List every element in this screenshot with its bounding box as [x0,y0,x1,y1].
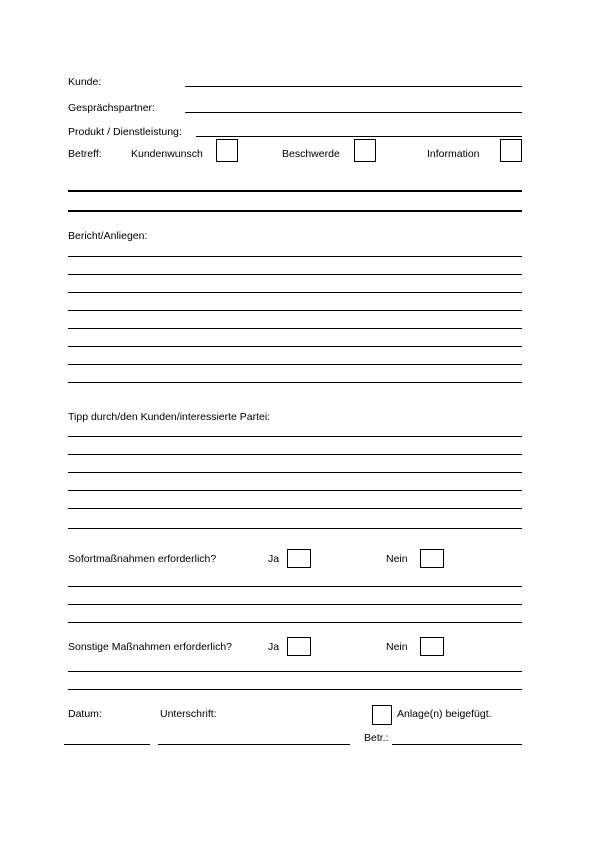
field-line-gespraechspartner[interactable] [185,112,522,113]
writing-line[interactable] [68,382,522,383]
question-label-sonstige-massnahmen: Sonstige Maßnahmen erforderlich? [68,641,233,653]
subject-option-label-kundenwunsch: Kundenwunsch [131,148,203,160]
writing-line[interactable] [68,274,522,275]
writing-line[interactable] [68,472,522,473]
writing-line[interactable] [68,604,522,605]
writing-line[interactable] [68,256,522,257]
question-no-checkbox-sofortmassnahmen[interactable] [420,549,444,568]
field-label-gespraechspartner: Gesprächspartner: [68,102,155,114]
subject-checkbox-information[interactable] [500,139,522,162]
writing-line[interactable] [68,490,522,491]
writing-line[interactable] [68,310,522,311]
writing-line[interactable] [68,622,522,623]
question-yes-label-sonstige-massnahmen: Ja [268,641,280,653]
question-no-label-sofortmassnahmen: Nein [386,553,408,565]
footer-date-line[interactable] [64,744,150,745]
footer-signature-label: Unterschrift: [160,708,217,720]
writing-line[interactable] [68,586,522,587]
field-line-kunde[interactable] [185,86,522,87]
subject-checkbox-kundenwunsch[interactable] [216,139,238,162]
writing-line[interactable] [68,454,522,455]
question-no-label-sonstige-massnahmen: Nein [386,641,408,653]
footer-signature-line[interactable] [158,744,350,745]
subject-checkbox-beschwerde[interactable] [354,139,376,162]
writing-line[interactable] [68,292,522,293]
subject-option-label-beschwerde: Beschwerde [282,148,340,160]
subject-label: Betreff: [68,148,102,160]
section-title-tipp: Tipp durch/den Kunden/interessierte Partei: [68,411,271,423]
attachment-checkbox[interactable] [372,705,392,725]
writing-line[interactable] [68,328,522,329]
writing-line[interactable] [68,689,522,690]
subject-option-label-information: Information [427,148,480,160]
writing-line[interactable] [68,436,522,437]
question-yes-checkbox-sonstige-massnahmen[interactable] [287,637,311,656]
question-label-sofortmassnahmen: Sofortmaßnahmen erforderlich? [68,553,217,565]
field-label-kunde: Kunde: [68,76,102,88]
question-yes-label-sofortmassnahmen: Ja [268,553,280,565]
question-no-checkbox-sonstige-massnahmen[interactable] [420,637,444,656]
attachment-subject-line[interactable] [392,744,522,745]
separator-rule [68,210,522,212]
section-title-bericht: Bericht/Anliegen: [68,230,148,242]
attachment-label: Anlage(n) beigefügt. [397,708,492,720]
attachment-subject-label: Betr.: [364,732,389,744]
writing-line[interactable] [68,364,522,365]
footer-date-label: Datum: [68,708,102,720]
field-line-produkt-dienstleistung[interactable] [196,136,522,137]
writing-line[interactable] [68,346,522,347]
field-label-produkt-dienstleistung: Produkt / Dienstleistung: [68,126,182,138]
writing-line[interactable] [68,671,522,672]
writing-line[interactable] [68,508,522,509]
question-yes-checkbox-sofortmassnahmen[interactable] [287,549,311,568]
writing-line[interactable] [68,528,522,529]
separator-rule [68,190,522,192]
